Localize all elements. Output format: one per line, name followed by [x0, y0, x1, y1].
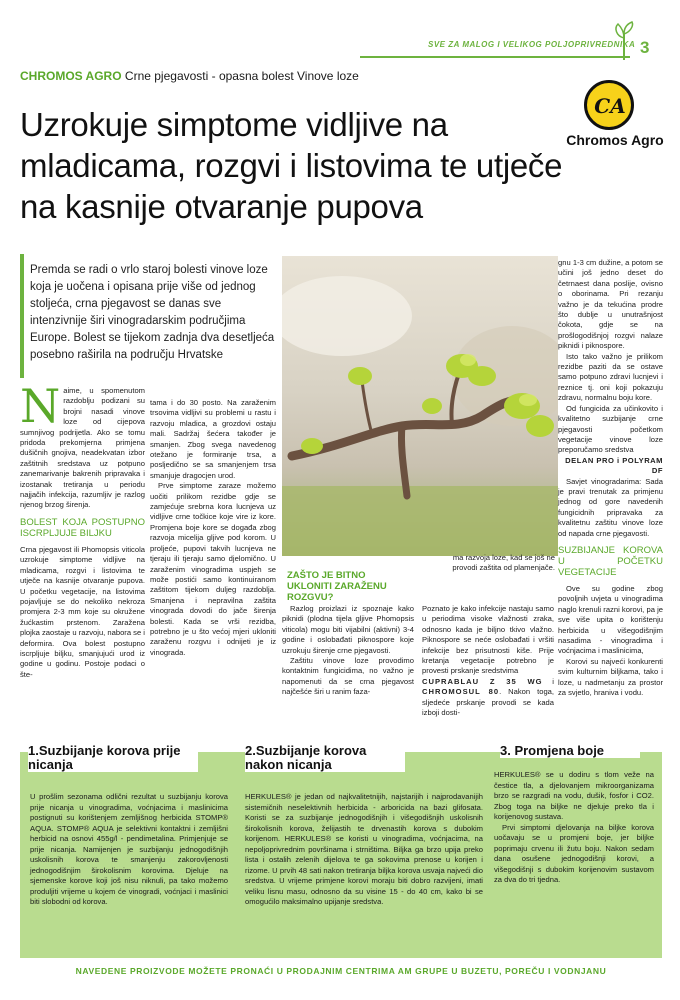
ad-text-2: HERKULES® je jedan od najkvalitetnijih, najstarijih i najprodavanijih sistemičnih neselektivnih herbicida - arboricida na bazi glifosata. Koristi se za suzbijanje jednogodišnjih i višegodišnjih uskolisnih širokolisnih korova, želijastih te drvenastih korova s dubokim korijenom. HERKULES® se koristi u vinogradima, voćnjacima, na nepoljoprivrednim površinama i strništima. Biljka ga brzo upija preko lista i ostalih zelenih dijelova te ga sokovima prenose u korijen i rizome. U prvih 48 sati nakon tretiranja biljka korova usvaja najveći dio sredstva. U vrijeme primjene korovi moraju biti dobro razvijeni, imati veliku lisnu masu, odnosno da su visine 15 - do 40 cm, kako bi se omogućilo maksimalno upijanje sredstva.: [245, 792, 483, 906]
col2-paragraph-2: Prve simptome zaraze možemo uočiti prilikom rezidbe gdje se zamjećuje srebrna kora lucnjeva uz vidljive crne točkice koje vire iz kore. Promjena boje kore se događa zbog razvoja micelija gljive pod korom. U proljeće, pupovi takvih lucnjeva ne tjeraju ili tjeraju samo djelomično. U zaraženim vinogradima uspjeh se može postići samo kontinuiranom zaštitom tijekom duljeg razdoblja. Smanjena i nepravilna zaštita vinograda dovodi do jače širenja bolesti. Kada se vrši rezidba, potrebno je u što većoj mjeri ukloniti zaraženu rozgvu i odnijeti je iz vinograda.: [150, 481, 276, 657]
subhead-suzbijanje: SUZBIJANJE KOROVA U POČETKU VEGETACIJE: [558, 544, 663, 578]
col3-paragraph-1: Razlog proizlazi iz spoznaje kako piknidi (plodna tijela gljive Phomopsis viticola) mogu biti vijabilni (aktivni) 3-4 godine i oslobađati piknospore koje uzrokuju širenje crne pjegavosti.: [282, 604, 414, 655]
col3-paragraph-2: Zaštitu vinove loze provodimo kontaktnim fungicidima, no važno je napomenuti da se crna pjegavost najčešće širi u ranim faza-: [282, 656, 414, 697]
product-chromosul: CHROMOSUL 80: [422, 687, 500, 697]
lead-accent-bar: [20, 254, 24, 378]
kicker-brand: CHROMOS AGRO: [20, 69, 122, 83]
col3-paragraph-3: Poznato je kako infekcije nastaju samo u periodima visoke vlažnosti zraka, odnosno kada je biljno tkivo vlažno. Piknospore se neće oslobađati i vršiti infekcije bez prisutnosti kiše. Prije kretanja vegetacije potrebno je provesti prskanje sredstvima: [422, 604, 554, 676]
header-rule: [360, 56, 630, 58]
ad-heading-1: 1.Suzbijanje korova prije nicanja: [28, 744, 198, 772]
kicker: [20, 69, 359, 83]
col4-paragraph-4: Savjet vinogradarima: Sada je pravi trenutak za primjenu jednog od gore navedenih fungicidnih pripravaka za kvalitetnu zaštitu vinove loze od napada crne pjegavosti.: [558, 476, 663, 538]
kicker-topic: Crne pjegavosti - opasna bolest Vinove loze: [124, 69, 359, 83]
col3-products: [422, 677, 554, 719]
logo-wordmark: Chromos Agro: [566, 132, 664, 148]
article-column-3: [282, 604, 554, 718]
ad-text-3a: HERKULES® se u dodiru s tlom veže na čestice tla, a djelovanjem mikroorganizama brzo se razgradi na vodu, dušik, fosfor i CO2. Zbog toga na biljke ne djeluje preko tla i korijenovog sustava.: [494, 770, 654, 821]
product-and: i: [552, 676, 554, 686]
logo-letter: CA: [594, 94, 626, 118]
page-number: 3: [640, 38, 650, 57]
headline: Uzrokuje simptome vidljive na mladicama, rozgvi i listovima te utječe na kasnije otvaranje pupova: [20, 106, 563, 225]
ad-text-1: U prošlim sezonama odlični rezultat u suzbijanju korova prije nicanja u vinogradima, voćnjacima i maslinicima postignuti su korištenjem zemljišnog herbicida STOMP® AQUA. STOMP® AQUA je selektivni kontaktni i zemljišni herbicid na osnovi 455g/l - pendimetalina. Primjenjuje se prije nicanja. Namijenjen je suzbijanju jednogodišnjih uskolisnih korova te smanjenju zakorovljenosti jednogodišnjim širokolisnim korovima. Djeluje na sjemenske korove koji još nisu niknuli, pa tako možemo produljiti vrijeme u kojem će vinogradi, voćnjaci i maslinici biti slobodni od korova.: [30, 792, 228, 906]
col3-side-text: ma razvoja loze, kad se još ne provodi zaštita od plamenjače.: [452, 553, 555, 573]
ad-heading-2: 2.Suzbijanje korova nakon nicanja: [245, 744, 405, 772]
col4-paragraph-3: Od fungicida za učinkovito i kvalitetno suzbijanje crne pjegavosti početkom vegetacije vinove loze preporučamo sredstva: [558, 403, 663, 455]
col4-paragraph-1: gnu 1-3 cm dužine, a potom se učini još jedno deset do četrnaest dana poslije, ovisno o oborinama. Pri rezanju važno je da tekućina prodre što dublje u unutrašnjost čokota, gdje se na prošlogodišnjoj rozgvi nalaze piknidi i piknospore.: [558, 258, 663, 351]
product-delan-polyram: DELAN PRO i POLYRAM DF: [565, 455, 663, 476]
article-column-1: [20, 379, 145, 680]
col4-paragraph-6: Korovi su najveći konkurenti svim kulturnim biljkama, tako i loze, u nadmetanju za prostor za svjetlo, hraniva i vodu.: [558, 656, 663, 698]
footer-note: NAVEDENE PROIZVODE MOŽETE PRONAĆI U PRODAJNIM CENTRIMA AM GRUPE U BUZETU, POREČU I VODNJANU: [75, 966, 607, 976]
article-column-4: [558, 258, 663, 698]
col3-paragraph-4: . Nakon toga, sljedeće prskanje provodi se kada izboji dosti-: [422, 687, 554, 718]
col2-paragraph-1: tama i do 30 posto. Na zaraženim trsovima vidljivi su problemi u rastu i razvoju mladica, a grozdovi ostaju mali. Sadržaj šećera također je smanjen. Zbog svega navedenog otežano je formiranje trsa, a posljedično se sa smanjenjem trsa smanjuje dragocjen urod.: [150, 398, 276, 480]
col1-paragraph-1: aime, u spomenutom razdoblju podizani su brojni nasadi vinove loze od cijepova sumnjivog podrijetla. Ako se tomu pridoda prekomjerna primjena dušičnih gnojiva, neadekvatan izbor zaštitnih sredstava uz potpuno zanemarivanje bakrenih pripravaka i izostanak tretiranja u periodu najjačih infekcija, razumljiv je razlog njenog brzog širenja.: [20, 386, 145, 510]
subhead-zasto: ZAŠTO JE BITNO UKLONITI ZARAŽENU ROZGVU?: [287, 570, 387, 603]
subhead-bolest: BOLEST KOJA POSTUPNO ISCRPLJUJE BILJKU: [20, 516, 145, 539]
header-band-text: SVE ZA MALOG I VELIKOG POLJOPRIVREDNIKA: [428, 40, 636, 49]
col1-paragraph-2: Crna pjegavost ili Phomopsis viticola uzrokuje simptome vidljive na mladicama, rozgvi i listovima te utječe na kasnije otvaranje pupova. U početku vegetacije, na listovima pojavljuje se do nekoliko nekroza promjera 2-3 mm koje su okružene žućkastim prstenom. Zaražena plojka zaostaje u razvoju, nabora se i deformira. Ova bolest postupno iscrpljuje biljku, smanjujući urod iz godine u godinu. Postoje podaci o šte-: [20, 544, 145, 679]
lead-paragraph: Premda se radi o vrlo staroj bolesti vinove loze koja je uočena i opisana prije više od jednog stoljeća, crna pjegavost se danas sve intenzivnije širi vinogradarskim područjima Europe. Bolest se tijekom zadnja dva desetljeća posebno raširila na području Hrvatske: [30, 264, 275, 361]
ad-text-3: [494, 770, 654, 886]
vine-photo: [282, 256, 558, 556]
sprout-icon: [612, 20, 636, 60]
ad-text-3b: Prvi simptomi djelovanja na biljke korova uočavaju se u promjeni boje, jer biljke poprimaju crvenu ili žutu boju. Nakon sedam dana osušene jednogodišnji korovi, a višegodišnji s dubokim korijenovim sustavom za dva do tri tjedna.: [494, 822, 654, 884]
drop-cap: N: [20, 379, 61, 433]
product-cuprablau: CUPRABLAU Z 35 WG: [422, 676, 543, 686]
article-column-2: [150, 398, 276, 658]
col4-paragraph-2: Isto tako važno je prilikom rezidbe paziti da se ostave samo potpuno zdravi lucnjevi i reznice tj. oni koji pokazuju zdravu, normalnu boju kore.: [558, 351, 663, 403]
col4-paragraph-5: Ove su godine zbog povoljnih uvjeta u vinogradima naglo krenuli razni korovi, pa je sve više upita o korištenju herbicida u višegodišnjim nasadima - vinogradima i voćnjacima i maslinicima,: [558, 583, 663, 656]
ad-heading-3: 3. Promjena boje: [500, 744, 640, 758]
